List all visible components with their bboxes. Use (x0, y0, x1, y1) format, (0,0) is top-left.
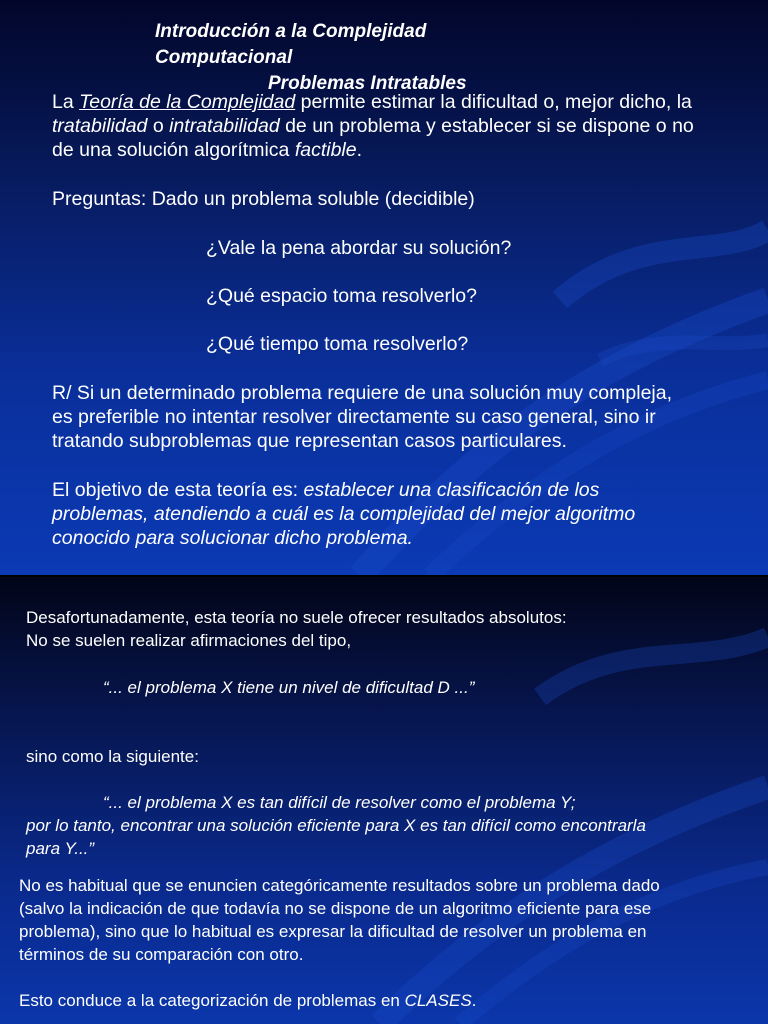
intro-line-2: tratabilidad o intratabilidad de un problema y establecer si se dispone o no (52, 115, 694, 137)
slide-subtitle: Problemas Intratables (268, 73, 467, 94)
quote-absolute: “... el problema X tiene un nivel de dificultad D ...” (103, 678, 475, 697)
questions-intro: Preguntas: Dado un problema soluble (decidible) (52, 188, 475, 210)
instead-label: sino como la siguiente: (26, 747, 199, 766)
objective-line-2: problemas, atendiendo a cuál es la complejidad del mejor algoritmo (52, 503, 636, 525)
quote-relative-line: por lo tanto, encontrar una solución eficiente para X es tan difícil como encontrarla (26, 816, 646, 835)
habitual-line: No es habitual que se enuncien categóricamente resultados sobre un problema dado (19, 876, 660, 895)
question-item: ¿Vale la pena abordar su solución? (206, 237, 512, 259)
answer-line: es preferible no intentar resolver directamente su caso general, sino ir (52, 406, 656, 428)
classes-term: CLASES (404, 991, 472, 1010)
complexity-theory-term: Teoría de la Complejidad (79, 91, 296, 113)
question-item: ¿Qué tiempo toma resolverlo? (206, 333, 469, 355)
slide-title-line-2: Computacional (155, 47, 293, 68)
disclaimer-line: Desafortunadamente, esta teoría no suele ofrecer resultados absolutos: (26, 608, 567, 627)
habitual-line: términos de su comparación con otro. (19, 945, 304, 964)
conclusion-line: Esto conduce a la categorización de problemas en CLASES. (19, 991, 477, 1010)
quote-relative-line: para Y...” (26, 839, 95, 858)
intro-line-1: La Teoría de la Complejidad permite estimar la dificultad o, mejor dicho, la (52, 91, 692, 113)
habitual-line: (salvo la indicación de que todavía no se dispone de un algoritmo eficiente para ese (19, 899, 652, 918)
slide-2 (0, 577, 768, 1024)
habitual-line: problema), sino que lo habitual es expresar la dificultad de resolver un problema en (19, 922, 647, 941)
answer-line: R/ Si un determinado problema requiere de una solución muy compleja, (52, 382, 673, 404)
question-item: ¿Qué espacio toma resolverlo? (206, 285, 477, 307)
quote-relative-line: “... el problema X es tan difícil de resolver como el problema Y; (103, 793, 576, 812)
disclaimer-line: No se suelen realizar afirmaciones del tipo, (26, 631, 352, 650)
slide-title-line-1: Introducción a la Complejidad (155, 21, 427, 42)
answer-line: tratando subproblemas que representan casos particulares. (52, 430, 567, 452)
intro-line-3: de una solución algorítmica factible. (52, 139, 363, 161)
objective-line-3: conocido para solucionar dicho problema. (52, 527, 413, 549)
objective-line-1: El objetivo de esta teoría es: establecer una clasificación de los (52, 479, 600, 501)
